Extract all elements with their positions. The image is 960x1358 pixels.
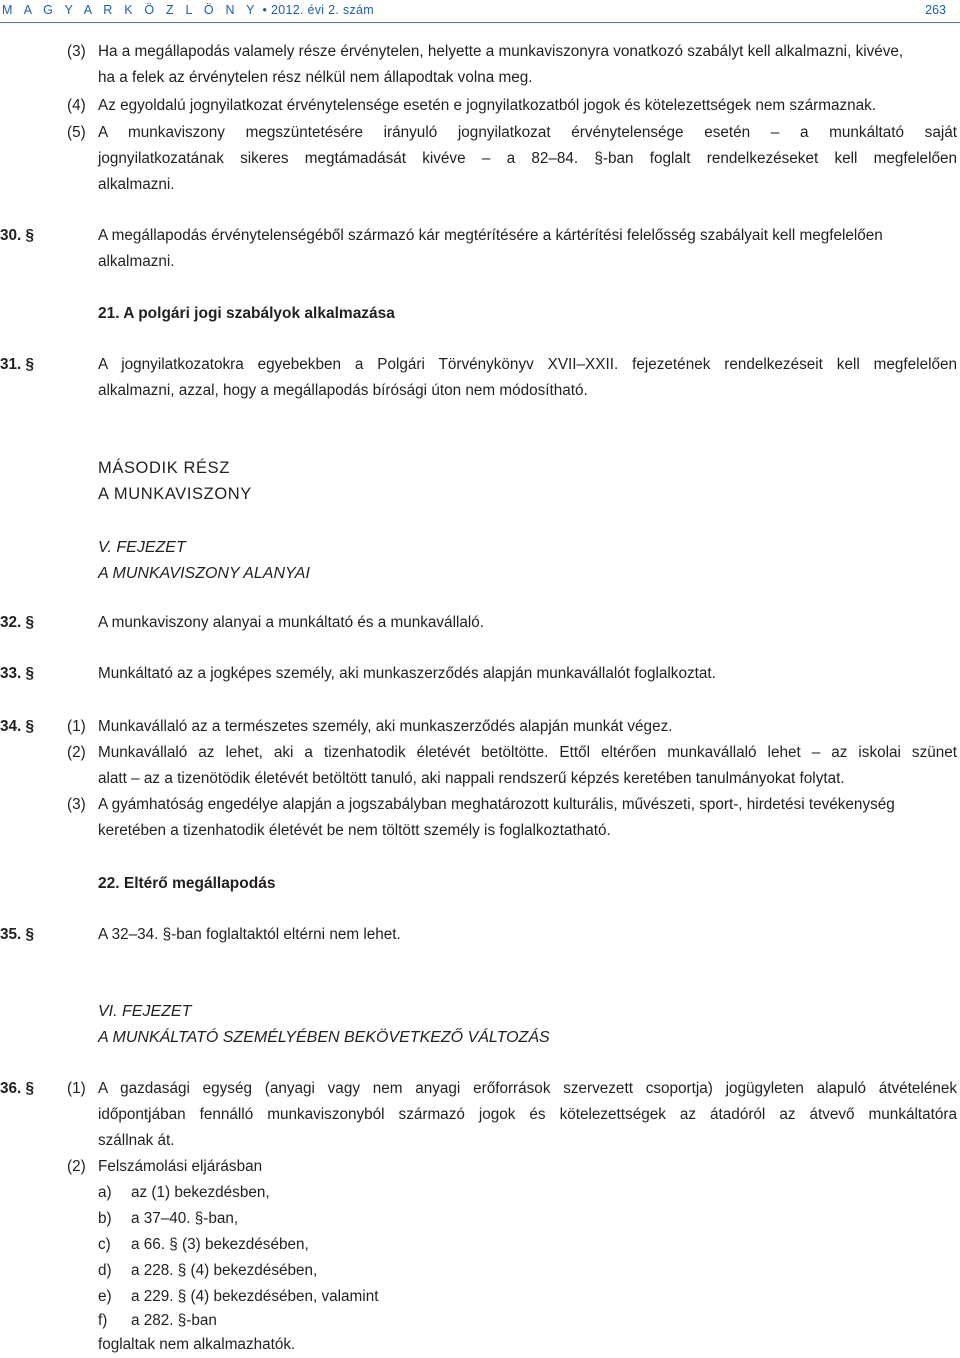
s34-number: 34. § — [0, 718, 35, 735]
s32-number: 32. § — [0, 614, 35, 631]
s32-text: A munkaviszony alanyai a munkáltató és a munkavállaló. — [98, 614, 485, 631]
chapter-5-subtitle: A MUNKAVISZONY ALANYAI — [98, 565, 310, 582]
s29-p3-number: (3) — [67, 43, 86, 60]
s35-text: A 32–34. §-ban foglaltaktól eltérni nem lehet. — [98, 926, 401, 943]
s29-p4-number: (4) — [67, 97, 86, 114]
list-item-label: c) — [98, 1236, 111, 1253]
part-subtitle: A MUNKAVISZONY — [98, 485, 252, 503]
list-item-text: a 228. § (4) bekezdésében, — [131, 1262, 318, 1279]
list-item-label: d) — [98, 1262, 112, 1279]
s34-p2-line2: alatt – az a tizenötödik életévét betöltött tanuló, aki nappali rendszerű képzés keretében tanulmányokat folytat. — [98, 770, 845, 787]
s33-number: 33. § — [0, 665, 35, 682]
s36-number: 36. § — [0, 1080, 35, 1097]
s34-p2-line1: Munkavállaló az lehet, aki a tizenhatodik életévét betöltötte. Ettől eltérően munkavállaló lehet – az iskolai szünet — [98, 744, 957, 761]
s30-number: 30. § — [0, 227, 35, 244]
s33-text: Munkáltató az a jogképes személy, aki munkaszerződés alapján munkavállalót foglalkoztat. — [98, 665, 716, 682]
s36-p1-line2: időpontjában fennálló munkaviszonyból származó jogok és kötelezettségek az átadóról az átvevő munkáltatóra — [98, 1106, 957, 1123]
s34-p3-line2: keretében a tizenhatodik életévét be nem töltött személy is foglalkoztatható. — [98, 822, 611, 839]
s36-p1-line3: szállnak át. — [98, 1132, 175, 1149]
s29-p5-line2: jognyilatkozatának sikeres megtámadását kivéve – a 82–84. §-ban foglalt rendelkezéseket kell megfelelően — [98, 150, 957, 167]
s31-line2: alkalmazni, azzal, hogy a megállapodás bírósági úton nem módosítható. — [98, 382, 588, 399]
s34-p1-text: Munkavállaló az a természetes személy, aki munkaszerződés alapján munkát végez. — [98, 718, 673, 735]
s29-p4-text: Az egyoldalú jognyilatkozat érvénytelensége esetén e jognyilatkozatból jogok és kötelezettségek nem származnak. — [98, 97, 877, 114]
s36-p1-line1: A gazdasági egység (anyagi vagy nem anyagi erőforrások szervezett csoportja) jogügyleten alapuló átvételének — [98, 1080, 957, 1097]
s29-p3-line1: Ha a megállapodás valamely része érvénytelen, helyette a munkaviszonyra vonatkozó szabályt kell alkalmazni, kivéve, — [98, 43, 904, 60]
chapter-6-subtitle: A MUNKÁLTATÓ SZEMÉLYÉBEN BEKÖVETKEZŐ VÁLTOZÁS — [98, 1029, 550, 1046]
list-item-text: a 37–40. §-ban, — [131, 1210, 239, 1227]
s31-number: 31. § — [0, 356, 35, 373]
s35-number: 35. § — [0, 926, 35, 943]
list-item-label: f) — [98, 1312, 108, 1329]
s29-p5-number: (5) — [67, 124, 86, 141]
s29-p3-line2: ha a felek az érvénytelen rész nélkül nem állapodtak volna meg. — [98, 69, 533, 86]
journal-title: M A G Y A R K Ö Z L Ö N Y — [2, 3, 259, 17]
s30-line2: alkalmazni. — [98, 253, 175, 270]
s29-p5-line1: A munkaviszony megszüntetésére irányuló jognyilatkozat érvénytelensége esetén – a munkáltató saját — [98, 124, 957, 141]
page-header — [0, 0, 960, 23]
s36-p1-number: (1) — [67, 1080, 86, 1097]
header-bullet: • — [262, 3, 268, 17]
s34-p3-line1: A gyámhatóság engedélye alapján a jogszabályban meghatározott kulturális, művészeti, sport-, hirdetési tevékenység — [98, 796, 895, 813]
s31-line1: A jognyilatkozatokra egyebekben a Polgári Törvénykönyv XVII–XXII. fejezetének rendelkezéseit kell megfelelően — [98, 356, 957, 373]
s30-line1: A megállapodás érvénytelenségéből származó kár megtérítésére a kártérítési felelősség szabályait kell megfelelően — [98, 227, 883, 244]
s36-closing: foglaltak nem alkalmazhatók. — [98, 1336, 296, 1353]
s34-p1-number: (1) — [67, 718, 86, 735]
list-item-label: e) — [98, 1288, 112, 1305]
heading-21: 21. A polgári jogi szabályok alkalmazása — [98, 305, 395, 322]
list-item-text: a 282. §-ban — [131, 1312, 217, 1329]
page-number: 263 — [925, 3, 946, 17]
list-item-text: a 66. § (3) bekezdésében, — [131, 1236, 309, 1253]
s36-p2-number: (2) — [67, 1158, 86, 1175]
s34-p3-number: (3) — [67, 796, 86, 813]
chapter-5-title: V. FEJEZET — [98, 539, 186, 556]
list-item-text: a 229. § (4) bekezdésében, valamint — [131, 1288, 379, 1305]
issue-label: 2012. évi 2. szám — [270, 3, 375, 17]
header-journal-info — [2, 3, 374, 17]
s36-p2-intro: Felszámolási eljárásban — [98, 1158, 263, 1175]
list-item-label: a) — [98, 1184, 112, 1201]
chapter-6-title: VI. FEJEZET — [98, 1003, 192, 1020]
list-item-label: b) — [98, 1210, 112, 1227]
part-title: MÁSODIK RÉSZ — [98, 459, 230, 477]
list-item-text: az (1) bekezdésben, — [131, 1184, 270, 1201]
heading-22: 22. Eltérő megállapodás — [98, 875, 276, 892]
s34-p2-number: (2) — [67, 744, 86, 761]
s29-p5-line3: alkalmazni. — [98, 176, 175, 193]
